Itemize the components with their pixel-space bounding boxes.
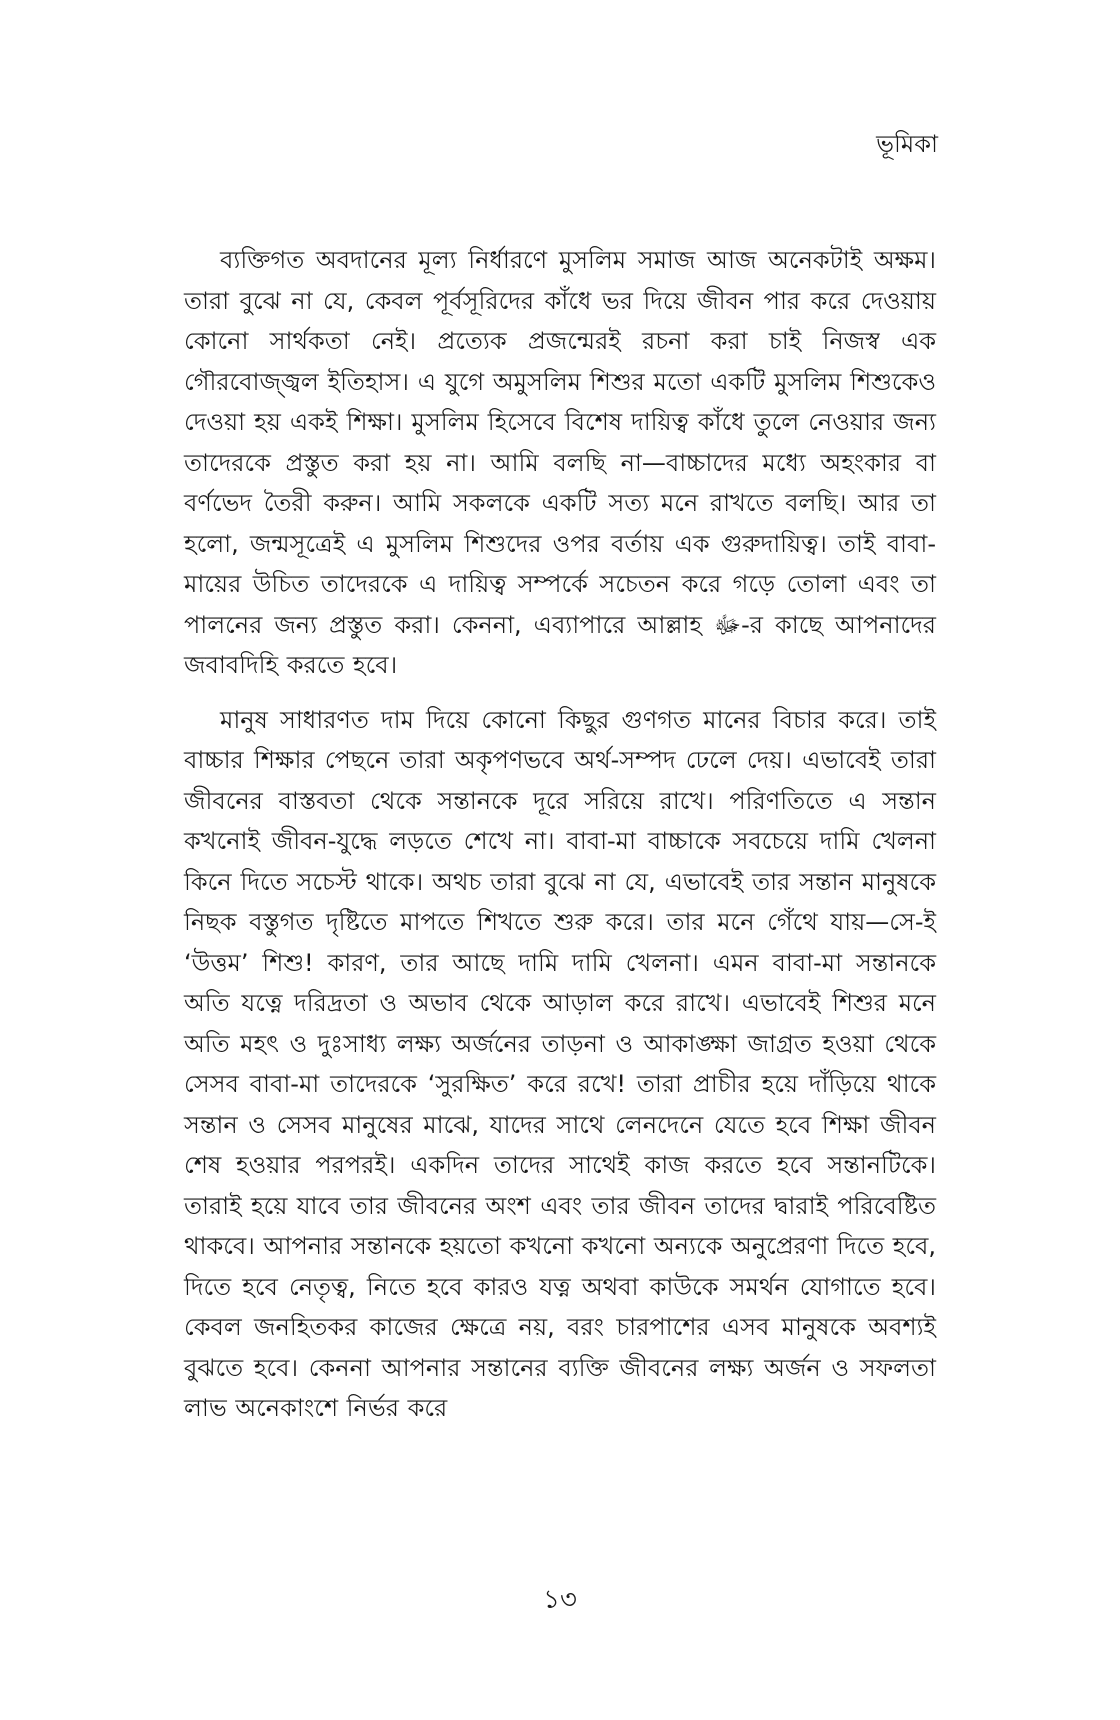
- paragraph-2: মানুষ সাধারণত দাম দিয়ে কোনো কিছুর গুণগত মানের বিচার করে। তাই বাচ্চার শিক্ষার পেছনে তারা অকৃপণভবে অর্থ-সম্পদ ঢেলে দেয়। এভাবেই তারা জীবনের বাস্তবতা থেকে সন্তানকে দূরে সরিয়ে রাখে। পরিণতিতে এ সন্তান কখনোই জীবন-যুদ্ধে লড়তে শেখে না। বাবা-মা বাচ্চাকে সবচেয়ে দামি খেলনা কিনে দিতে সচেস্ট থাকে। অথচ তারা বুঝে না যে, এভাবেই তার সন্তান মানুষকে নিছক বস্তুগত দৃষ্টিতে মাপতে শিখতে শুরু করে। তার মনে গেঁথে যায়—সে-ই ‘উত্তম’ শিশু! কারণ, তার আছে দামি দামি খেলনা। এমন বাবা-মা সন্তানকে অতি যত্নে দরিদ্রতা ও অভাব থেকে আড়াল করে রাখে। এভাবেই শিশুর মনে অতি মহৎ ও দুঃসাধ্য লক্ষ্য অর্জনের তাড়না ও আকাঙ্ক্ষা জাগ্রত হওয়া থেকে সেসব বাবা-মা তাদেরকে ‘সুরক্ষিত’ করে রখে! তারা প্রাচীর হয়ে দাঁড়িয়ে থাকে সন্তান ও সেসব মানুষের মাঝে, যাদের সাথে লেনদেনে যেতে হবে শিক্ষা জীবন শেষ হওয়ার পরপরই। একদিন তাদের সাথেই কাজ করতে হবে সন্তানটিকে। তারাই হয়ে যাবে তার জীবনের অংশ এবং তার জীবন তাদের দ্বারাই পরিবেষ্টিত থাকবে। আপনার সন্তানকে হয়তো কখনো কখনো অন্যকে অনুপ্রেরণা দিতে হবে, দিতে হবে নেতৃত্ব, নিতে হবে কারও যত্ন অথবা কাউকে সমর্থন যোগাতে হবে। কেবল জনহিতকর কাজের ক্ষেত্রে নয়, বরং চারপাশের এসব মানুষকে অবশ্যই বুঝতে হবে। কেননা আপনার সন্তানের ব্যক্তি জীবনের লক্ষ্য অর্জন ও সফলতা লাভ অনেকাংশে নির্ভর করে: [184, 705, 936, 1422]
- paragraph-1: ব্যক্তিগত অবদানের মূল্য নির্ধারণে মুসলিম সমাজ আজ অনেকটাই অক্ষম। তারা বুঝে না যে, কেবল পূর্বসূরিদের কাঁধে ভর দিয়ে জীবন পার করে দেওয়ায় কোনো সার্থকতা নেই। প্রত্যেক প্রজন্মেরই রচনা করা চাই নিজস্ব এক গৌরবোজ্জ্বল ইতিহাস। এ যুগে অমুসলিম শিশুর মতো একটি মুসলিম শিশুকেও দেওয়া হয় একই শিক্ষা। মুসলিম হিসেবে বিশেষ দায়িত্ব কাঁধে তুলে নেওয়ার জন্য তাদেরকে প্রস্তুত করা হয় না। আমি বলছি না—বাচ্চাদের মধ্যে অহংকার বা বর্ণভেদ তৈরী করুন। আমি সকলকে একটি সত্য মনে রাখতে বলছি। আর তা হলো, জন্মসূত্রেই এ মুসলিম শিশুদের ওপর বর্তায় এক গুরুদায়িত্ব। তাই বাবা-মায়ের উচিত তাদেরকে এ দায়িত্ব সম্পর্কে সচেতন করে গড়ে তোলা এবং তা পালনের জন্য প্রস্তুত করা। কেননা, এব্যাপারে আল্লাহ ﷻ-র কাছে আপনাদের জবাবদিহি করতে হবে।: [184, 246, 936, 679]
- body-text: [184, 240, 936, 1443]
- running-header: ভূমিকা: [876, 130, 938, 158]
- page-number: ১৩: [543, 1585, 577, 1615]
